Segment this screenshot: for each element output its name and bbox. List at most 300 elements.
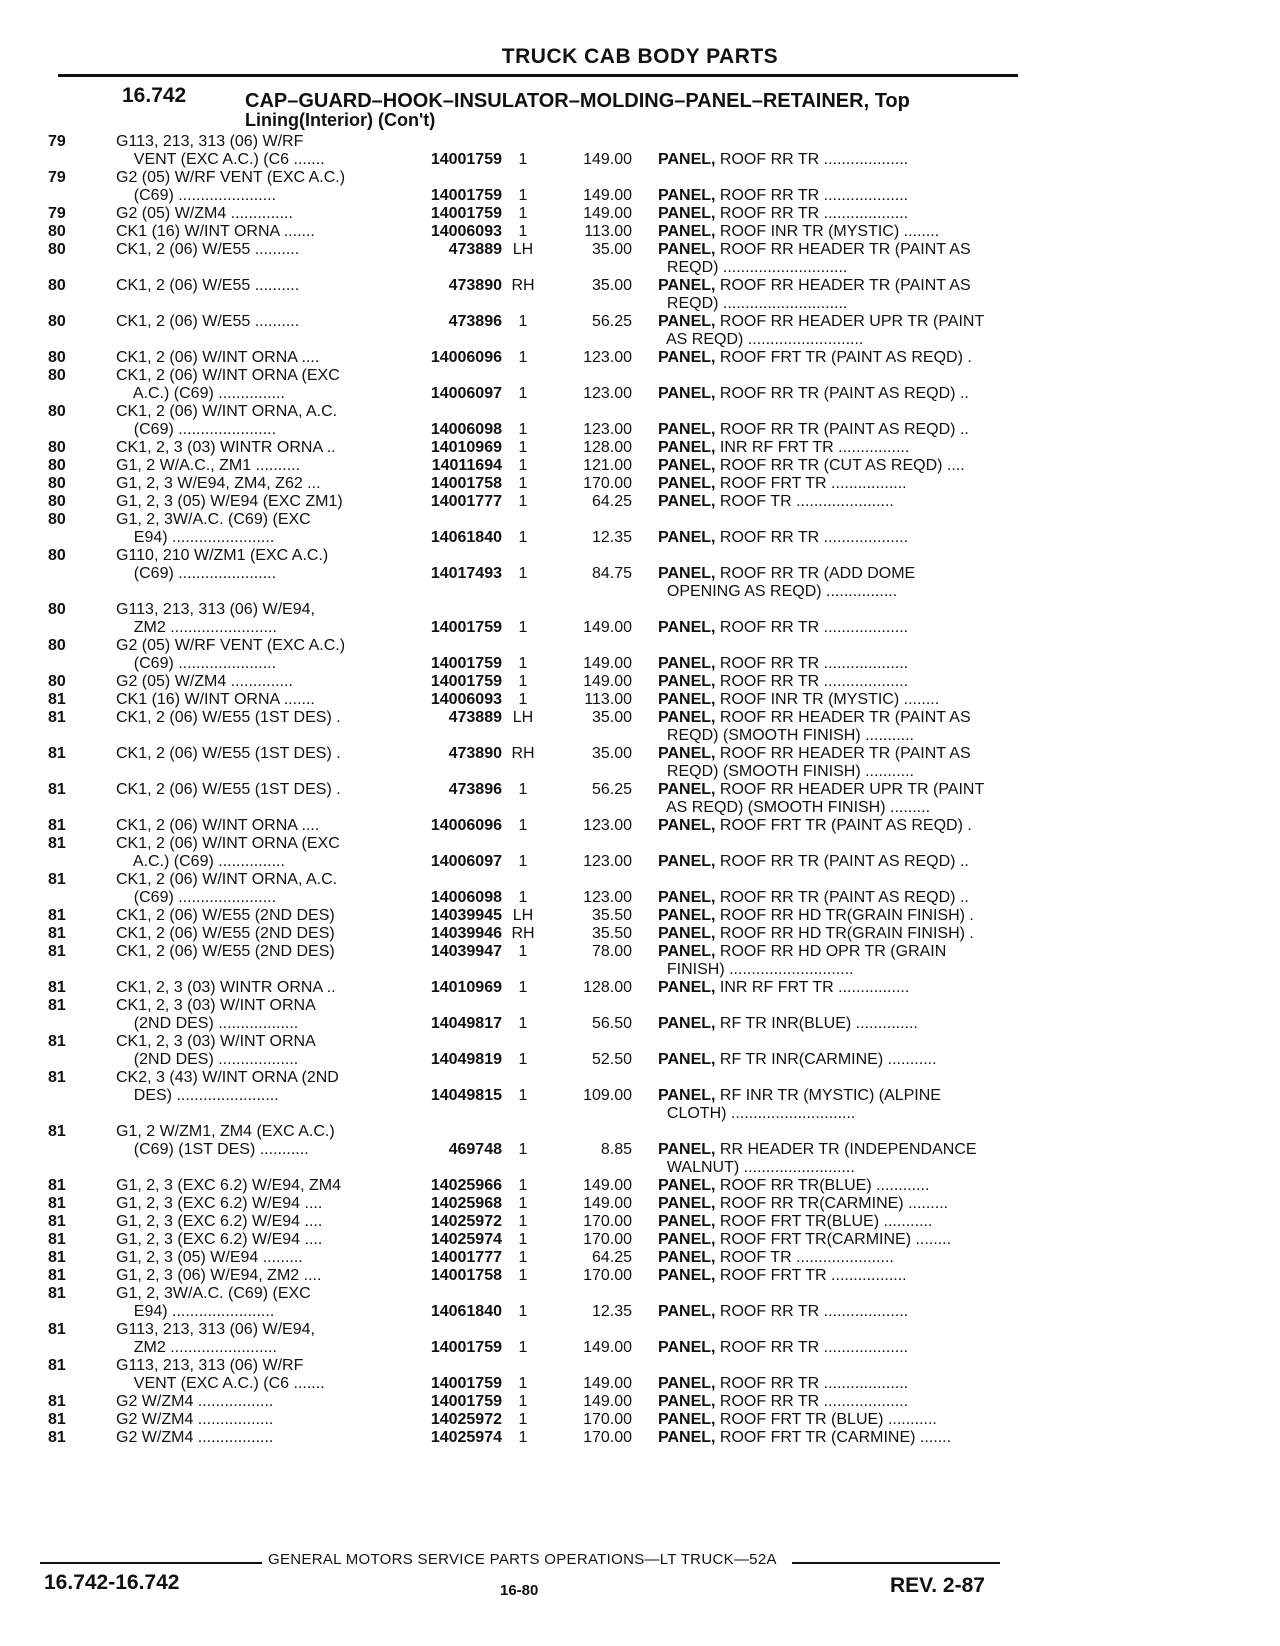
part-name <box>632 979 1038 997</box>
table-row <box>0 529 1280 547</box>
usage-description: CK1, 2 (06) W/E55 (1ST DES) . <box>116 781 341 798</box>
part-name <box>632 1141 1038 1159</box>
table-row <box>0 295 1280 313</box>
part-name-keyword: PANEL, <box>658 385 716 402</box>
part-name-detail: ROOF RR TR (PAINT AS REQD) .. <box>715 421 969 438</box>
usage-description: CK1 (16) W/INT ORNA ....... <box>116 691 315 708</box>
quantity <box>502 511 544 529</box>
part-name <box>632 259 1038 277</box>
table-row <box>0 1249 1280 1267</box>
ref-number <box>0 1159 96 1177</box>
part-name <box>632 1105 1038 1123</box>
table-row <box>0 601 1280 619</box>
table-row <box>0 925 1280 943</box>
quantity: 1 <box>518 1015 528 1032</box>
quantity <box>502 799 544 817</box>
table-row <box>0 511 1280 529</box>
quantity <box>502 871 544 889</box>
part-name <box>632 601 1038 619</box>
quantity: 1 <box>518 439 528 456</box>
usage-description: CK1, 2 (06) W/INT ORNA, A.C. <box>116 871 338 888</box>
part-name-detail: ROOF RR HEADER TR (PAINT AS <box>715 709 971 726</box>
part-number: 14006097 <box>430 853 502 870</box>
usage-description: A.C.) (C69) ............... <box>116 385 285 402</box>
quantity: 1 <box>518 781 528 798</box>
table-row <box>0 673 1280 691</box>
price: 149.00 <box>583 673 632 690</box>
quantity <box>502 997 544 1015</box>
part-name <box>632 583 1038 601</box>
part-name-keyword: PANEL, <box>658 1195 716 1212</box>
ref-number <box>0 331 96 349</box>
part-number: 14006098 <box>430 421 502 438</box>
table-row <box>0 223 1280 241</box>
usage-description: G2 (05) W/ZM4 .............. <box>116 673 293 690</box>
part-name-detail: ROOF RR TR(BLUE) ............ <box>715 1177 930 1194</box>
part-number: 14006093 <box>430 223 502 240</box>
part-number: 14049815 <box>430 1087 502 1104</box>
quantity: 1 <box>518 673 528 690</box>
ref-number: 80 <box>48 547 66 564</box>
quantity: LH <box>512 709 534 726</box>
part-name <box>632 637 1038 655</box>
table-row <box>0 1195 1280 1213</box>
price: 123.00 <box>583 889 632 906</box>
part-number: 14001759 <box>430 205 502 222</box>
price <box>544 295 632 313</box>
part-name-detail: RR HEADER TR (INDEPENDANCE <box>715 1141 977 1158</box>
table-row <box>0 475 1280 493</box>
usage-description: G2 W/ZM4 ................. <box>116 1393 274 1410</box>
quantity: 1 <box>518 223 528 240</box>
part-name-keyword: PANEL, <box>658 817 716 834</box>
ref-number: 81 <box>48 871 66 888</box>
price <box>544 547 632 565</box>
part-name <box>632 1069 1038 1087</box>
quantity: 1 <box>518 1267 528 1284</box>
part-name <box>632 241 1038 259</box>
table-row <box>0 259 1280 277</box>
part-name <box>632 1231 1038 1249</box>
part-name <box>632 439 1038 457</box>
part-number <box>406 871 502 889</box>
quantity <box>502 961 544 979</box>
part-name <box>632 745 1038 763</box>
part-name-detail: ROOF RR TR ................... <box>715 1393 909 1410</box>
ref-number: 80 <box>48 277 66 294</box>
quantity <box>502 1357 544 1375</box>
price: 35.00 <box>591 745 632 762</box>
quantity: 1 <box>518 1213 528 1230</box>
ref-number <box>0 187 96 205</box>
ref-number <box>0 655 96 673</box>
table-row <box>0 1087 1280 1105</box>
usage-description: (C69) (1ST DES) ........... <box>116 1141 309 1158</box>
table-row <box>0 583 1280 601</box>
ref-number <box>0 583 96 601</box>
quantity: 1 <box>518 943 528 960</box>
price <box>544 1069 632 1087</box>
quantity <box>502 259 544 277</box>
part-name-detail: INR RF FRT TR ................ <box>715 439 910 456</box>
usage-description: (C69) ...................... <box>116 655 277 672</box>
quantity: 1 <box>518 979 528 996</box>
table-row <box>0 565 1280 583</box>
part-name <box>632 763 1038 781</box>
table-row <box>0 943 1280 961</box>
part-name <box>632 1087 1038 1105</box>
part-number: 14001759 <box>430 1375 502 1392</box>
part-number <box>406 637 502 655</box>
quantity: 1 <box>518 493 528 510</box>
part-name <box>632 781 1038 799</box>
price: 56.25 <box>591 313 632 330</box>
part-name-detail: ROOF RR HD TR(GRAIN FINISH) . <box>715 925 974 942</box>
ref-number: 81 <box>48 1249 66 1266</box>
part-name-keyword: PANEL, <box>658 475 716 492</box>
part-name-keyword: PANEL, <box>658 1393 716 1410</box>
usage-description: G1, 2, 3 W/E94, ZM4, Z62 ... <box>116 475 321 492</box>
part-name <box>632 223 1038 241</box>
part-number <box>406 835 502 853</box>
ref-number: 79 <box>48 205 66 222</box>
ref-number: 81 <box>48 979 66 996</box>
quantity <box>502 1159 544 1177</box>
usage-description: (C69) ...................... <box>116 187 277 204</box>
ref-number: 81 <box>48 907 66 924</box>
quantity: 1 <box>518 1429 528 1446</box>
part-name-detail: AS REQD) .......................... <box>658 331 864 348</box>
quantity <box>502 601 544 619</box>
table-row <box>0 997 1280 1015</box>
price <box>544 727 632 745</box>
usage-description: CK1, 2 (06) W/INT ORNA .... <box>116 349 320 366</box>
quantity <box>502 1123 544 1141</box>
part-name-keyword: PANEL, <box>658 223 716 240</box>
part-number <box>406 601 502 619</box>
price <box>544 997 632 1015</box>
part-name-detail: ROOF RR TR ................... <box>715 1375 909 1392</box>
price: 149.00 <box>583 1195 632 1212</box>
part-name-keyword: PANEL, <box>658 1249 716 1266</box>
part-name-keyword: PANEL, <box>658 691 716 708</box>
ref-number: 81 <box>48 1267 66 1284</box>
part-name-keyword: PANEL, <box>658 313 716 330</box>
quantity: 1 <box>518 1393 528 1410</box>
quantity: 1 <box>518 313 528 330</box>
quantity: 1 <box>518 1411 528 1428</box>
quantity <box>502 331 544 349</box>
usage-description: G1, 2, 3 (EXC 6.2) W/E94 .... <box>116 1195 323 1212</box>
usage-description <box>96 763 406 781</box>
part-number: 14006098 <box>430 889 502 906</box>
usage-description: (2ND DES) .................. <box>116 1015 299 1032</box>
price: 78.00 <box>591 943 632 960</box>
part-number: 14001777 <box>430 1249 502 1266</box>
ref-number: 80 <box>48 367 66 384</box>
price: 64.25 <box>591 493 632 510</box>
quantity <box>502 403 544 421</box>
part-name <box>632 817 1038 835</box>
table-row <box>0 421 1280 439</box>
section-subtitle: Lining(Interior) (Con't) <box>245 110 436 130</box>
part-number <box>406 1159 502 1177</box>
part-name <box>632 799 1038 817</box>
usage-description: E94) ....................... <box>116 1303 275 1320</box>
table-row <box>0 637 1280 655</box>
ref-number: 80 <box>48 457 66 474</box>
ref-number <box>0 727 96 745</box>
table-row <box>0 349 1280 367</box>
footer-revision: REV. 2-87 <box>890 1574 985 1597</box>
table-row <box>0 277 1280 295</box>
ref-number <box>0 421 96 439</box>
part-number: 473890 <box>448 277 502 294</box>
price <box>544 835 632 853</box>
part-name-keyword: PANEL, <box>658 907 716 924</box>
footer-publisher: GENERAL MOTORS SERVICE PARTS OPERATIONS—LT TRUCK—52A <box>268 1551 777 1568</box>
quantity: 1 <box>518 187 528 204</box>
table-row <box>0 979 1280 997</box>
part-name-detail: ROOF TR ...................... <box>715 493 894 510</box>
part-name-detail: ROOF FRT TR (CARMINE) ....... <box>715 1429 952 1446</box>
part-number: 14025972 <box>430 1213 502 1230</box>
price: 170.00 <box>583 1429 632 1446</box>
part-name-detail: CLOTH) ............................ <box>658 1105 856 1122</box>
part-name-detail: WALNUT) ......................... <box>658 1159 855 1176</box>
part-name-keyword: PANEL, <box>658 781 716 798</box>
ref-number <box>0 1087 96 1105</box>
price: 52.50 <box>591 1051 632 1068</box>
usage-description: G110, 210 W/ZM1 (EXC A.C.) <box>116 547 329 564</box>
part-name-keyword: PANEL, <box>658 619 716 636</box>
part-number <box>406 1069 502 1087</box>
part-name <box>632 1339 1038 1357</box>
quantity <box>502 1321 544 1339</box>
part-name <box>632 907 1038 925</box>
table-row <box>0 1357 1280 1375</box>
table-row <box>0 133 1280 151</box>
part-name-detail: ROOF FRT TR (PAINT AS REQD) . <box>715 349 972 366</box>
usage-description <box>96 295 406 313</box>
table-row <box>0 1033 1280 1051</box>
ref-number: 80 <box>48 349 66 366</box>
part-name-detail: ROOF RR TR (ADD DOME <box>715 565 916 582</box>
usage-description: CK1, 2 (06) W/E55 .......... <box>116 313 300 330</box>
table-row <box>0 871 1280 889</box>
part-name-detail: ROOF INR TR (MYSTIC) ........ <box>715 691 940 708</box>
usage-description: CK1, 2 (06) W/E55 .......... <box>116 241 300 258</box>
table-row <box>0 781 1280 799</box>
part-number: 14025972 <box>430 1411 502 1428</box>
parts-table <box>0 133 1280 1447</box>
usage-description: G2 W/ZM4 ................. <box>116 1411 274 1428</box>
part-number: 14017493 <box>430 565 502 582</box>
usage-description: G1, 2, 3 (06) W/E94, ZM2 .... <box>116 1267 322 1284</box>
part-name-keyword: PANEL, <box>658 979 716 996</box>
part-name <box>632 619 1038 637</box>
quantity: 1 <box>518 655 528 672</box>
price <box>544 1105 632 1123</box>
part-number: 14025968 <box>430 1195 502 1212</box>
part-name <box>632 1051 1038 1069</box>
ref-number: 81 <box>48 997 66 1014</box>
part-name <box>632 511 1038 529</box>
price <box>544 331 632 349</box>
price <box>544 637 632 655</box>
part-number: 14001759 <box>430 187 502 204</box>
part-number <box>406 1105 502 1123</box>
usage-description <box>96 961 406 979</box>
price: 170.00 <box>583 475 632 492</box>
table-row <box>0 439 1280 457</box>
part-name <box>632 673 1038 691</box>
part-name-detail: AS REQD) (SMOOTH FINISH) ......... <box>658 799 931 816</box>
quantity <box>502 727 544 745</box>
part-name <box>632 1321 1038 1339</box>
part-name-detail: ROOF RR HD OPR TR (GRAIN <box>715 943 947 960</box>
part-number: 14001777 <box>430 493 502 510</box>
part-number <box>406 511 502 529</box>
ref-number: 81 <box>48 781 66 798</box>
part-name-keyword: PANEL, <box>658 655 716 672</box>
usage-description: VENT (EXC A.C.) (C6 ....... <box>116 1375 325 1392</box>
ref-number: 80 <box>48 403 66 420</box>
usage-description <box>96 583 406 601</box>
part-name-detail: RF TR INR(BLUE) .............. <box>715 1015 918 1032</box>
quantity: RH <box>511 925 535 942</box>
price <box>544 1033 632 1051</box>
part-number <box>406 1033 502 1051</box>
price: 84.75 <box>591 565 632 582</box>
ref-number: 81 <box>48 925 66 942</box>
part-name-keyword: PANEL, <box>658 745 716 762</box>
ref-number <box>0 151 96 169</box>
quantity: 1 <box>518 475 528 492</box>
table-row <box>0 961 1280 979</box>
page-title: TRUCK CAB BODY PARTS <box>501 45 779 68</box>
part-name-detail: ROOF RR TR(CARMINE) ......... <box>715 1195 949 1212</box>
price: 149.00 <box>583 1177 632 1194</box>
footer-rule-right <box>792 1562 1000 1564</box>
price: 149.00 <box>583 1375 632 1392</box>
price: 113.00 <box>584 691 632 708</box>
part-number: 14039945 <box>430 907 502 924</box>
part-name <box>632 835 1038 853</box>
table-row <box>0 799 1280 817</box>
usage-description: CK1, 2 (06) W/E55 (2ND DES) <box>116 907 335 924</box>
ref-number: 79 <box>48 169 66 186</box>
table-row <box>0 1231 1280 1249</box>
part-number: 14001759 <box>430 1339 502 1356</box>
usage-description: CK1 (16) W/INT ORNA ....... <box>116 223 315 240</box>
usage-description: G1, 2, 3 (05) W/E94 (EXC ZM1) <box>116 493 343 510</box>
quantity <box>502 763 544 781</box>
part-number: 14006096 <box>430 817 502 834</box>
quantity: 1 <box>518 1339 528 1356</box>
ref-number <box>0 385 96 403</box>
part-number: 473896 <box>448 313 502 330</box>
price <box>544 133 632 151</box>
price <box>544 1123 632 1141</box>
part-number: 14006096 <box>430 349 502 366</box>
quantity: 1 <box>518 1375 528 1392</box>
quantity <box>502 1105 544 1123</box>
ref-number: 81 <box>48 1429 66 1446</box>
part-number: 469748 <box>448 1141 502 1158</box>
part-number <box>406 259 502 277</box>
part-name-detail: RF INR TR (MYSTIC) (ALPINE <box>715 1087 941 1104</box>
table-row <box>0 385 1280 403</box>
usage-description: A.C.) (C69) ............... <box>116 853 285 870</box>
part-name-detail: REQD) (SMOOTH FINISH) ........... <box>658 763 914 780</box>
quantity: 1 <box>518 853 528 870</box>
ref-number: 81 <box>48 1321 66 1338</box>
part-name-keyword: PANEL, <box>658 493 716 510</box>
part-name <box>632 1267 1038 1285</box>
quantity <box>502 367 544 385</box>
part-number: 14001759 <box>430 1393 502 1410</box>
part-name <box>632 889 1038 907</box>
usage-description: ZM2 ........................ <box>116 1339 277 1356</box>
ref-number: 81 <box>48 1393 66 1410</box>
part-number <box>406 961 502 979</box>
ref-number: 80 <box>48 475 66 492</box>
usage-description: CK2, 3 (43) W/INT ORNA (2ND <box>116 1069 339 1086</box>
quantity: LH <box>512 241 534 258</box>
usage-description: G1, 2, 3W/A.C. (C69) (EXC <box>116 1285 311 1302</box>
price: 12.35 <box>591 529 632 546</box>
part-name-detail: ROOF FRT TR ................. <box>715 1267 907 1284</box>
price: 170.00 <box>583 1231 632 1248</box>
part-name <box>632 493 1038 511</box>
ref-number <box>0 853 96 871</box>
part-name-keyword: PANEL, <box>658 673 716 690</box>
usage-description: CK1, 2 (06) W/E55 (1ST DES) . <box>116 745 341 762</box>
usage-description <box>96 1105 406 1123</box>
usage-description: CK1, 2 (06) W/INT ORNA, A.C. <box>116 403 338 420</box>
part-name-keyword: PANEL, <box>658 187 716 204</box>
price: 149.00 <box>583 187 632 204</box>
usage-description: G2 (05) W/ZM4 .............. <box>116 205 293 222</box>
part-name <box>632 1249 1038 1267</box>
part-name <box>632 1015 1038 1033</box>
part-name <box>632 295 1038 313</box>
price: 35.50 <box>591 907 632 924</box>
quantity: LH <box>512 907 534 924</box>
part-name <box>632 349 1038 367</box>
table-row <box>0 835 1280 853</box>
usage-description <box>96 259 406 277</box>
part-name-detail: REQD) (SMOOTH FINISH) ........... <box>658 727 914 744</box>
part-name-detail: ROOF RR TR (PAINT AS REQD) .. <box>715 889 969 906</box>
usage-description: CK1, 2 (06) W/INT ORNA (EXC <box>116 367 340 384</box>
table-row <box>0 619 1280 637</box>
price: 123.00 <box>583 421 632 438</box>
part-name-keyword: PANEL, <box>658 1267 716 1284</box>
part-number: 14006093 <box>430 691 502 708</box>
part-number: 14001759 <box>430 655 502 672</box>
part-name-detail: ROOF INR TR (MYSTIC) ........ <box>715 223 940 240</box>
part-name <box>632 1357 1038 1375</box>
title-rule <box>58 74 1018 77</box>
part-name-keyword: PANEL, <box>658 439 716 456</box>
table-row <box>0 691 1280 709</box>
table-row <box>0 1285 1280 1303</box>
price <box>544 259 632 277</box>
quantity: 1 <box>518 349 528 366</box>
ref-number <box>0 1015 96 1033</box>
